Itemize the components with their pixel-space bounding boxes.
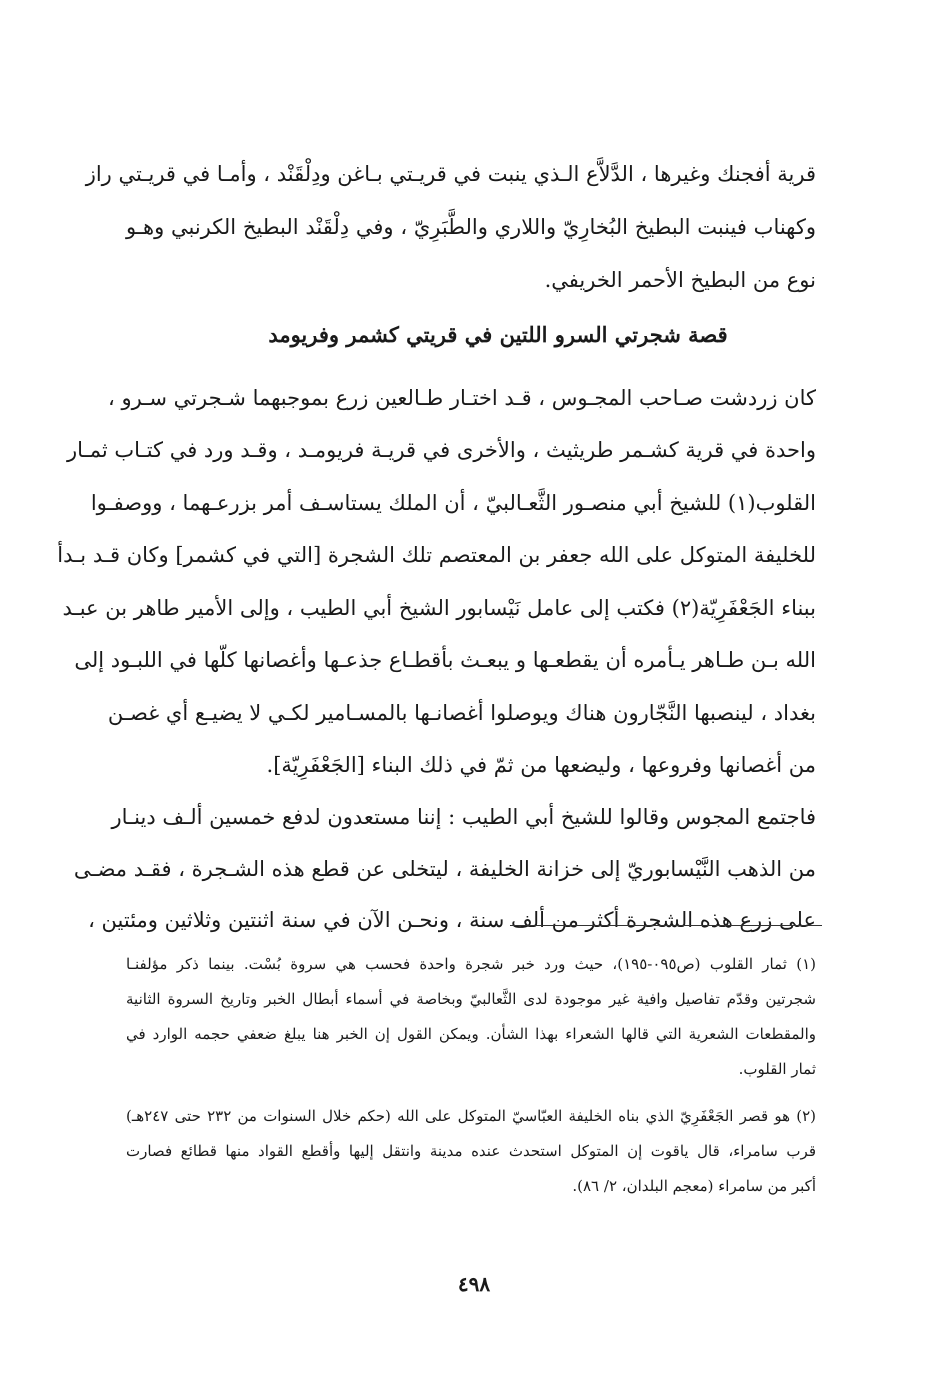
paragraph-3-line-3: على زرع هذه الشجرة أكثر من ألف سنة ، ونحـن الآن في سنة اثنتين وثلاثين ومئتين ، <box>88 908 816 932</box>
paragraph-2-line-1: كان زردشت صـاحب المجـوس ، قـد اختـار طـالعين زرع بموجبهما شـجرتي سـرو ، <box>108 386 816 410</box>
footnote-1-line-4: ثمار القلوب. <box>738 1060 816 1078</box>
paragraph-1-line-1: قرية أفجنك وغيرها ، الدَّلاَّع الـذي ينبت في قريـتي بـاغن ودِلْقَنْد ، وأمـا في قريـتي راز <box>85 162 816 186</box>
footnote-2-line-2: قرب سامراء، قال ياقوت إن المتوكل استحدث عنده مدينة وانتقل إليها وأقطع القواد منها قطائع فصارت <box>126 1142 816 1160</box>
paragraph-2-line-2: واحدة في قرية كشـمر طريثيث ، والأخرى في قريـة فريومـد ، وقـد ورد في كتـاب ثمـار <box>67 438 816 462</box>
paragraph-3-line-2: من الذهب النَّيْسابوريّ إلى خزانة الخليفة ، ليتخلى عن قطع هذه الشـجرة ، فقـد مضـى <box>73 857 816 881</box>
section-heading: قصة شجرتي السرو اللتين في قريتي كشمر وفريومد <box>268 322 728 347</box>
paragraph-2-line-7: بغداد ، لينصبها النَّجّارون هناك ويوصلوا أغصانـها بالمسـامير لكـي لا يضيـع أي غصـن <box>107 701 816 725</box>
paragraph-2-line-5: ببناء الجَعْفَرِيّة(٢) فكتب إلى عامل نَيْسابور الشيخ أبي الطيب ، وإلى الأمير طاهر بن عبـد <box>62 596 816 620</box>
paragraph-1-line-3: نوع من البطيخ الأحمر الخريفي. <box>544 268 816 292</box>
footnote-1-line-2: شجرتين وقدّم تفاصيل وافية غير موجودة لدى الثَّعالبيّ وبخاصة في أسماء أبطال الخبر وتاريخ السروة الثانية <box>126 990 816 1008</box>
paragraph-3-line-1: فاجتمع المجوس وقالوا للشيخ أبي الطيب : إننا مستعدون لدفع خمسين ألـف دينـار <box>111 805 816 829</box>
page-number: ٤٩٨ <box>457 1272 491 1296</box>
paragraph-2-line-8: من أغصانها وفروعها ، وليضعها من ثمّ في ذلك البناء [الجَعْفَرِيّة]. <box>266 753 816 777</box>
footnote-2-line-1: (٢) هو قصر الجَعْفَرِيّ الذي بناه الخليفة العبّاسيّ المتوكل على الله (حكم خلال السنوات من ٢٣٢ حتى ٢٤٧هـ) <box>126 1107 816 1125</box>
footnote-1-line-1: (١) ثمار القلوب (ص٠٩٥-١٩٥)، حيث ورد خبر شجرة واحدة فحسب هي سروة بُسْت. بينما ذكر مؤلفنـا <box>126 955 816 973</box>
paragraph-2-line-4: للخليفة المتوكل على الله جعفر بن المعتصم تلك الشجرة [التي في كشمر] وكان قـد بـدأ <box>57 543 816 567</box>
paragraph-1-line-2: وكهناب فينبت البطيخ البُخارِيّ واللاري والطَّبَرِيّ ، وفي دِلْقَنْد البطيخ الكرنبي وهـو <box>126 215 816 239</box>
paragraph-2-line-3: القلوب(١) للشيخ أبي منصـور الثَّعـالبيّ ، أن الملك يستاسـف أمر بزرعـهما ، ووصفـوا <box>90 491 816 515</box>
paragraph-2-line-6: الله بـن طـاهر يـأمره أن يقطعـها و يبعـث بأقطـاع جذعـها وأغصانها كلّها في اللبـود إلى <box>74 648 816 672</box>
footnote-1-line-3: والمقطعات الشعرية التي قالها الشعراء بهذا الشأن. ويمكن القول إن الخبر هنا يبلغ ضعفي حجمه الوارد في <box>126 1025 816 1043</box>
footnote-2-line-3: أكبر من سامراء (معجم البلدان، ٢/ ٨٦). <box>572 1177 816 1195</box>
footnote-separator <box>510 925 822 926</box>
